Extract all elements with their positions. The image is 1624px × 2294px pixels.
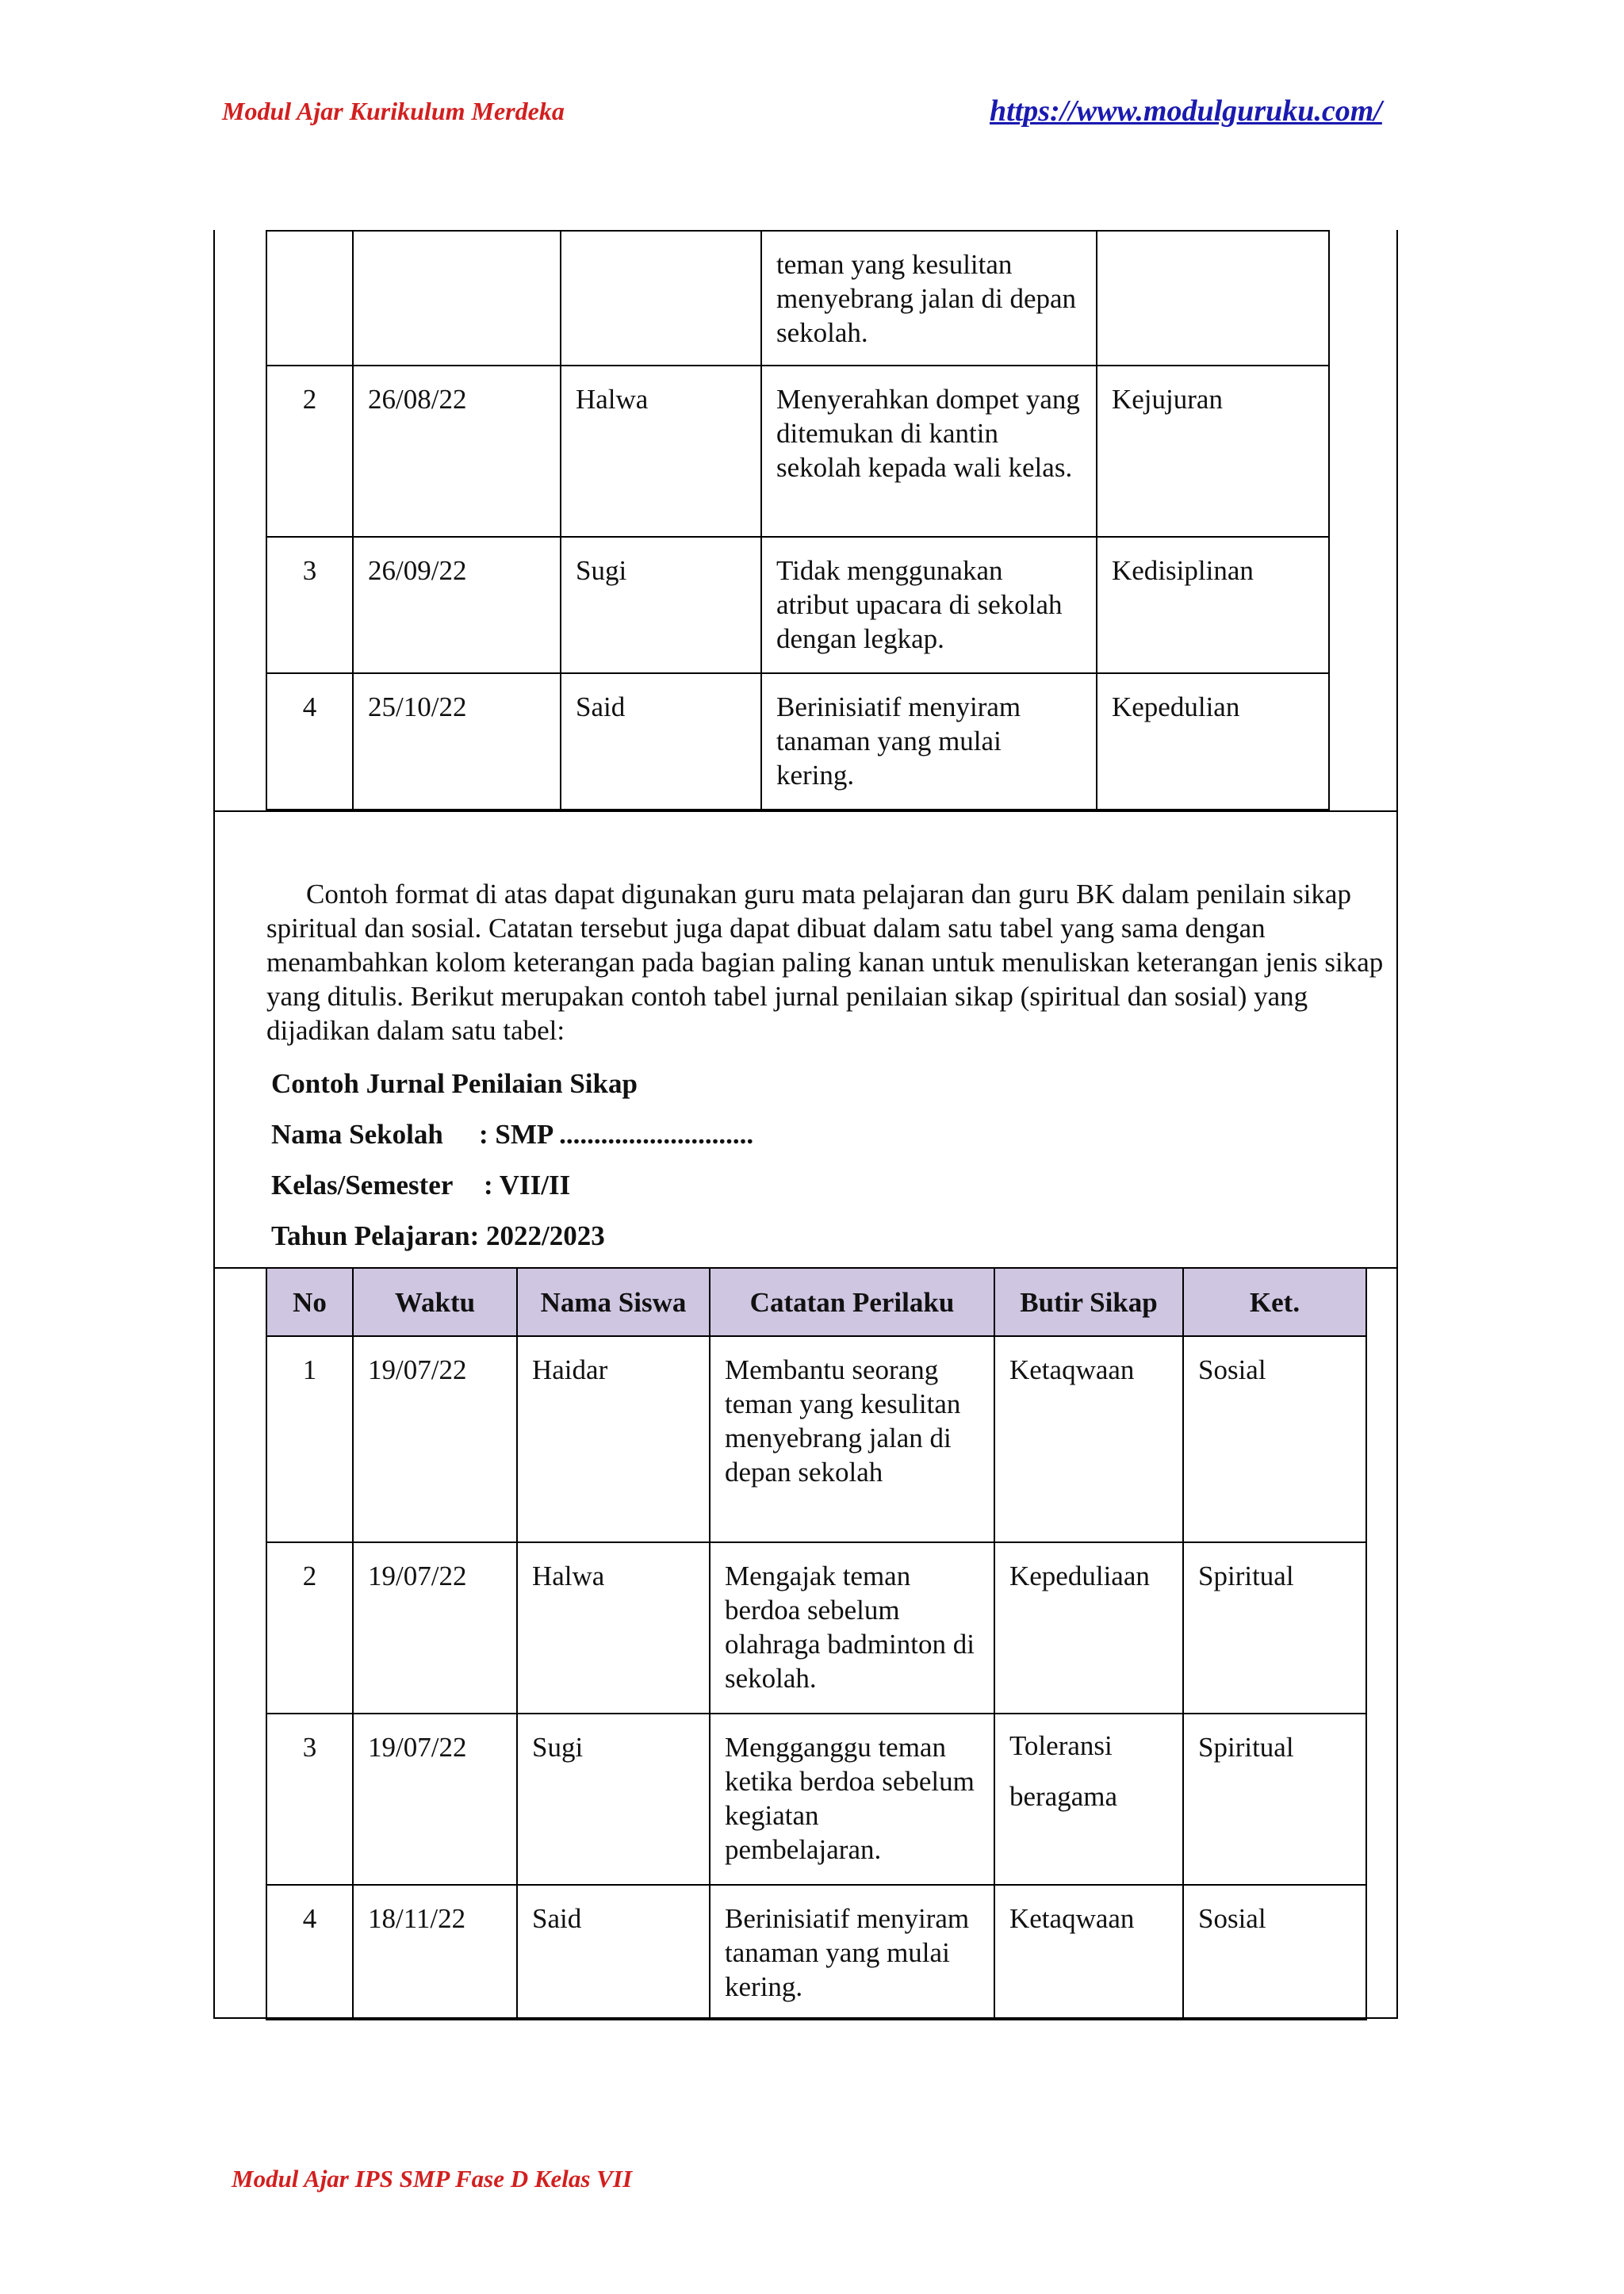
cell-ket: Spiritual (1183, 1714, 1366, 1885)
frame-divider-top (213, 810, 1398, 812)
cell-date: 19/07/22 (353, 1336, 517, 1542)
cell-note: Berinisiatif menyiram tanaman yang mulai kering. (710, 1885, 994, 2020)
cell-date: 19/07/22 (353, 1542, 517, 1714)
cell-no: 3 (266, 537, 353, 673)
header-title: Modul Ajar Kurikulum Merdeka (222, 97, 565, 125)
header-catatan-perilaku: Catatan Perilaku (710, 1268, 994, 1336)
table-row (266, 231, 1329, 366)
cell-note: teman yang kesulitan menyebrang jalan di depan sekolah. (761, 231, 1097, 366)
cell-date: 26/09/22 (353, 537, 561, 673)
cell-no: 2 (266, 1542, 353, 1714)
header-butir-sikap: Butir Sikap (994, 1268, 1183, 1336)
cell-no: 3 (266, 1714, 353, 1885)
cell-note: Menyerahkan dompet yang ditemukan di kantin sekolah kepada wali kelas. (761, 366, 1097, 537)
class-value: : VII/II (484, 1170, 571, 1201)
footer-title: Modul Ajar IPS SMP Fase D Kelas VII (232, 2165, 633, 2193)
cell-name: Halwa (561, 366, 761, 537)
cell-name: Haidar (517, 1336, 710, 1542)
table-row (266, 366, 1329, 537)
header-nama-siswa: Nama Siswa (517, 1268, 710, 1336)
cell-note: Tidak menggunakan atribut upacara di sekolah dengan legkap. (761, 537, 1097, 673)
cell-ket: Sosial (1183, 1885, 1366, 2020)
header-link[interactable]: https://www.modulguruku.com/ (990, 94, 1382, 128)
cell-value: Ketaqwaan (994, 1885, 1183, 2020)
cell-note: Membantu seorang teman yang kesulitan menyebrang jalan di depan sekolah (710, 1336, 994, 1542)
cell-value: Kepeduliaan (994, 1542, 1183, 1714)
cell-ket: Sosial (1183, 1336, 1366, 1542)
cell-date: 26/08/22 (353, 366, 561, 537)
cell-name: Halwa (517, 1542, 710, 1714)
year-line: Tahun Pelajaran: 2022/2023 (271, 1220, 605, 1251)
cell-no: 2 (266, 366, 353, 537)
cell-name: Said (561, 673, 761, 810)
table-row (266, 1336, 1366, 1542)
cell-value: Toleransi beragama (994, 1714, 1183, 1885)
cell-name: Sugi (517, 1714, 710, 1885)
header-ket: Ket. (1183, 1268, 1366, 1336)
cell-value: Ketaqwaan (994, 1336, 1183, 1542)
cell-date: 19/07/22 (353, 1714, 517, 1885)
cell-name: Said (517, 1885, 710, 2020)
cell-note: Mengganggu teman ketika berdoa sebelum kegiatan pembelajaran. (710, 1714, 994, 1885)
cell-date: 18/11/22 (353, 1885, 517, 2020)
cell-name (561, 231, 761, 366)
table-row (266, 1542, 1366, 1714)
cell-value: Kejujuran (1097, 366, 1329, 537)
table-row (266, 1885, 1366, 2020)
journal-table-1 (266, 230, 1330, 810)
cell-note: Berinisiatif menyiram tanaman yang mulai kering. (761, 673, 1097, 810)
class-line (271, 1170, 570, 1201)
cell-no: 4 (266, 673, 353, 810)
journal-title: Contoh Jurnal Penilaian Sikap (271, 1068, 638, 1099)
header-waktu: Waktu (353, 1268, 517, 1336)
cell-date (353, 231, 561, 366)
school-line (271, 1119, 753, 1151)
table-header-row (266, 1268, 1366, 1336)
cell-no: 1 (266, 1336, 353, 1542)
cell-value: Kepedulian (1097, 673, 1329, 810)
header-no: No (266, 1268, 353, 1336)
cell-note: Mengajak teman berdoa sebelum olahraga badminton di sekolah. (710, 1542, 994, 1714)
class-label: Kelas/Semester (271, 1170, 454, 1201)
table-row (266, 1714, 1366, 1885)
school-label: Nama Sekolah (271, 1119, 443, 1150)
cell-value (1097, 231, 1329, 366)
table-row (266, 673, 1329, 810)
school-value: : SMP ............................ (479, 1119, 754, 1150)
description-paragraph: Contoh format di atas dapat digunakan guru mata pelajaran dan guru BK dalam penilain sikap spiritual dan sosial. Catatan tersebut juga dapat dibuat dalam satu tabel yang sama dengan menambahkan kolom keterangan pada bagian paling kanan untuk menuliskan keterangan jenis sikap yang ditulis. Berikut merupakan contoh tabel jurnal penilaian sikap (spiritual dan sosial) yang dijadikan dalam satu tabel: (266, 879, 1384, 1046)
cell-date: 25/10/22 (353, 673, 561, 810)
cell-name: Sugi (561, 537, 761, 673)
cell-no: 4 (266, 1885, 353, 2020)
table-row (266, 537, 1329, 673)
cell-no (266, 231, 353, 366)
journal-table-2 (266, 1267, 1367, 2020)
cell-value: Kedisiplinan (1097, 537, 1329, 673)
cell-ket: Spiritual (1183, 1542, 1366, 1714)
